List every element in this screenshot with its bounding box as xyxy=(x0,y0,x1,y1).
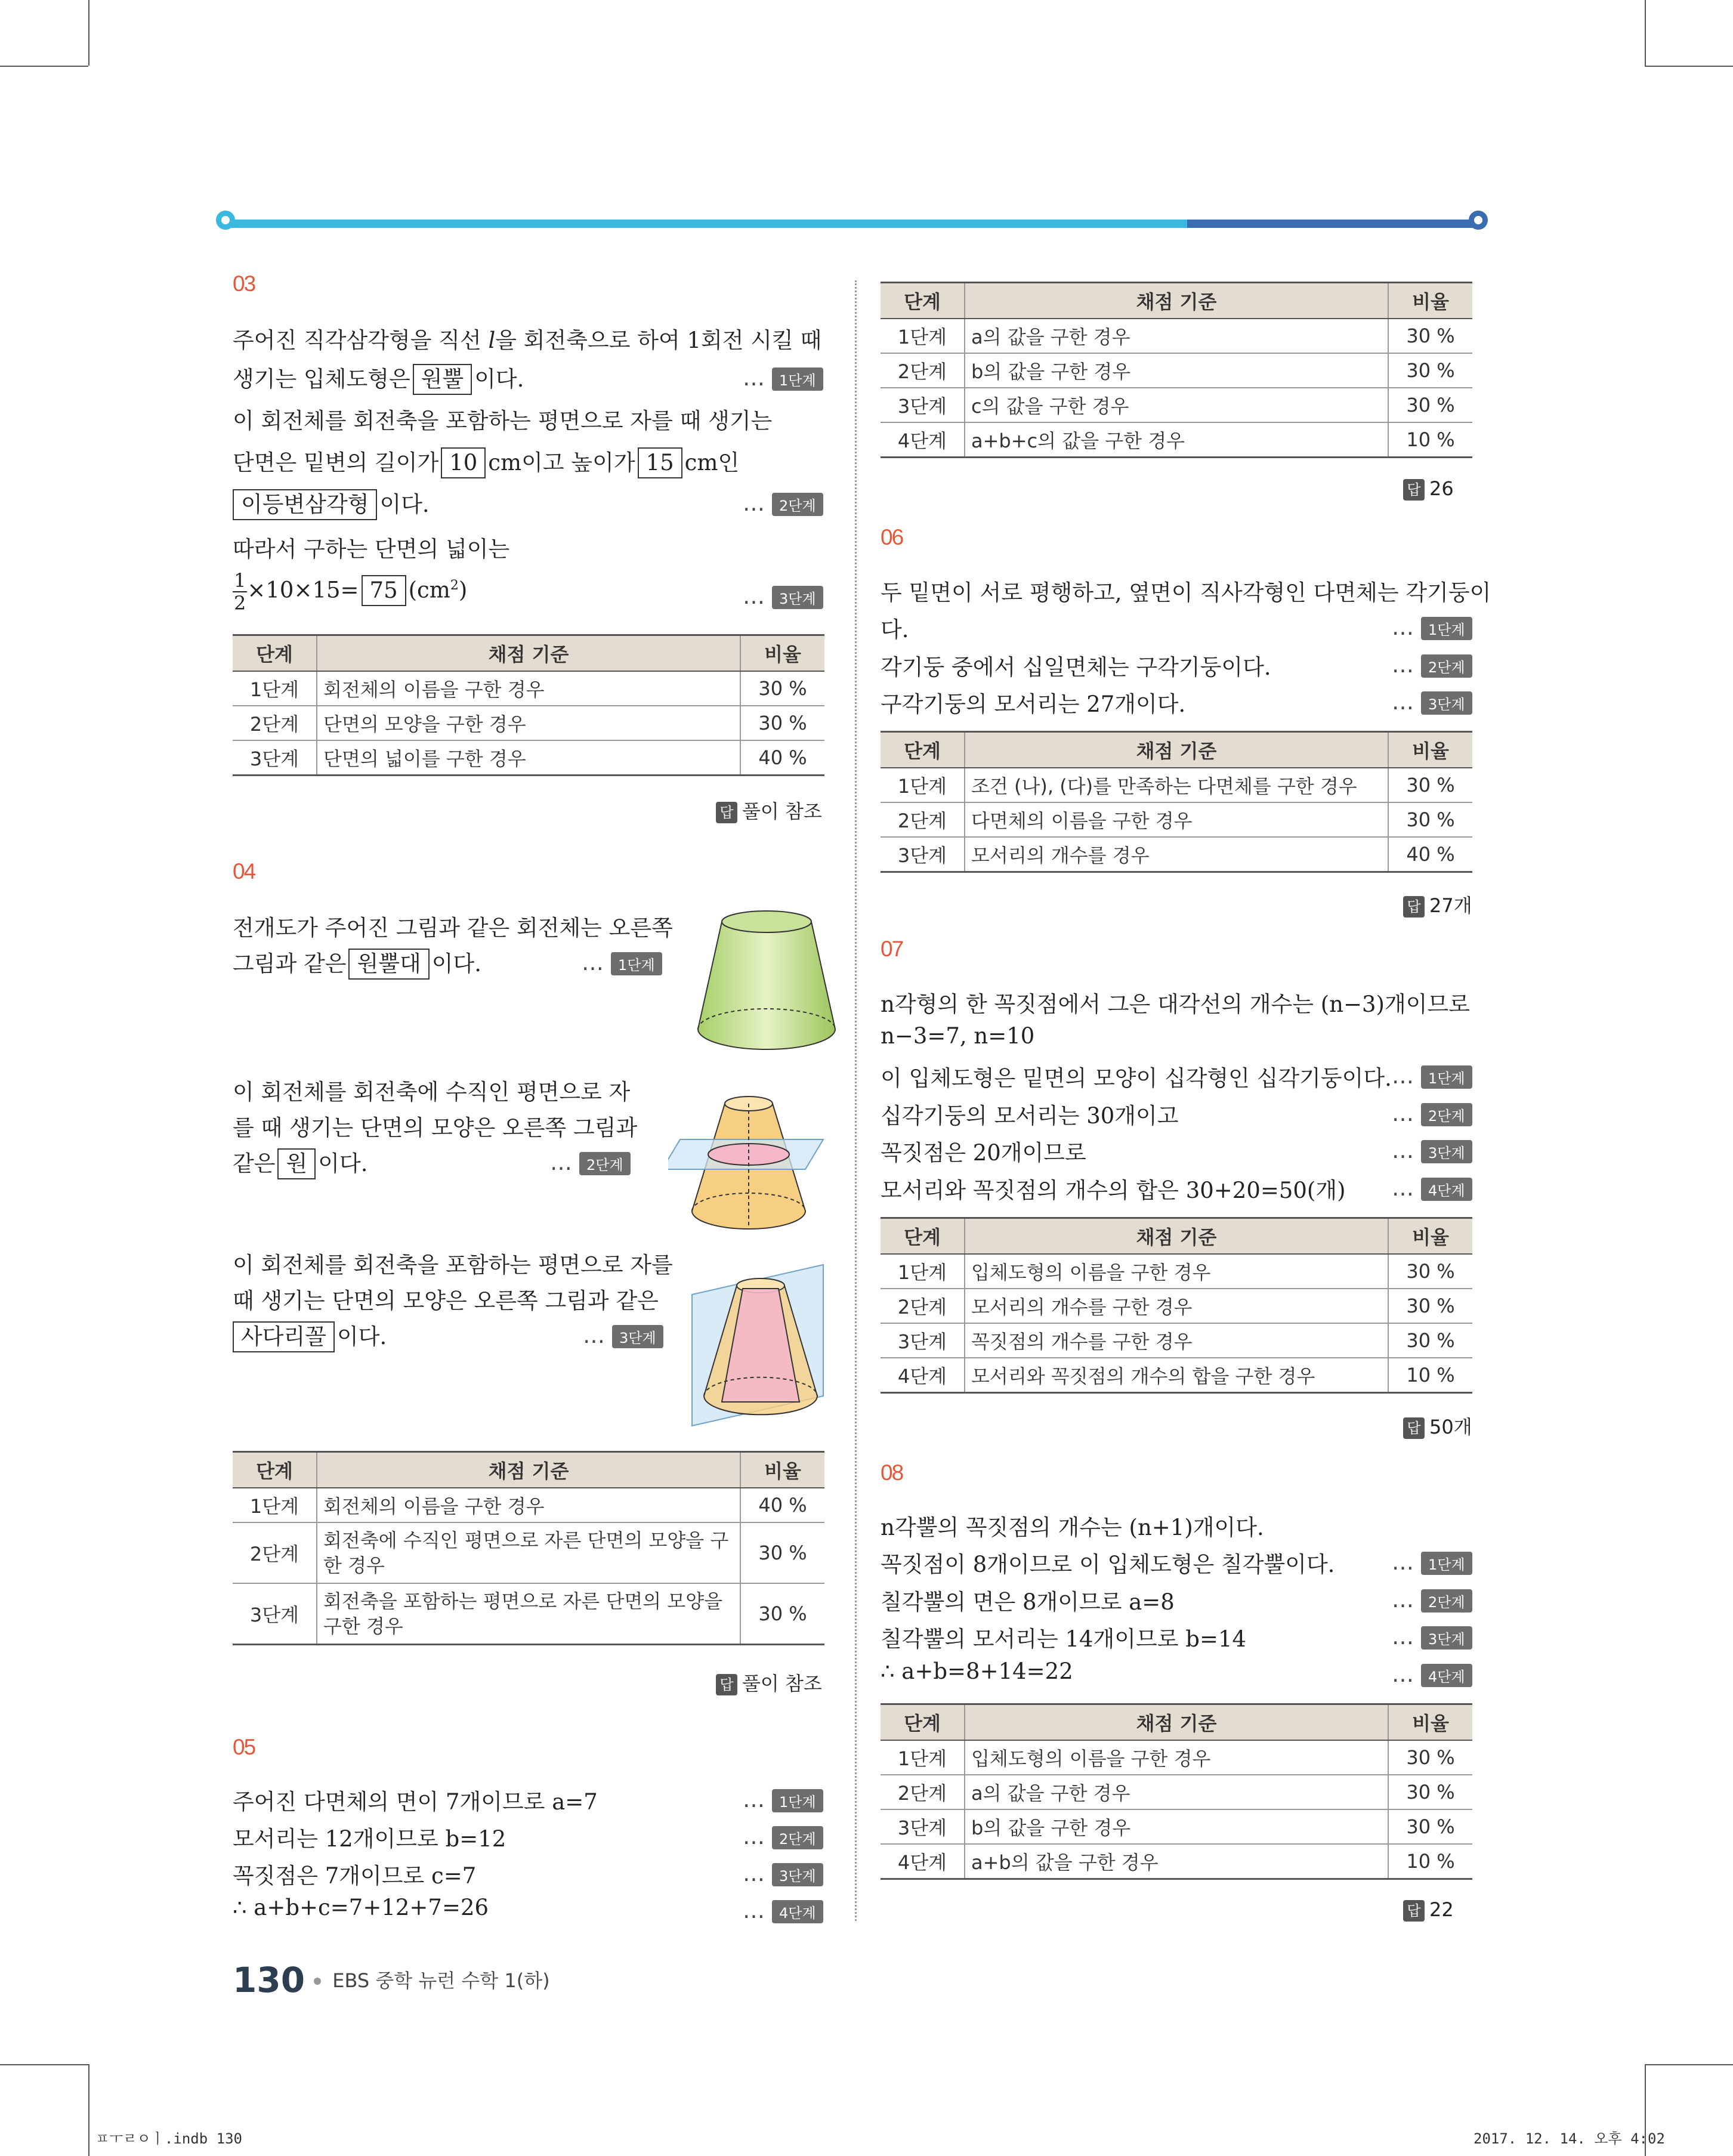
problem-number-08: 08 xyxy=(881,1460,903,1485)
p06-line1: 두 밑면이 서로 평행하고, 옆면이 직사각형인 다면체는 각기둥이 xyxy=(881,580,1491,606)
p07-line1: n각형의 한 꼭짓점에서 그은 대각선의 개수는 (n−3)개이므로 xyxy=(881,991,1470,1017)
table-row: 1단계 입체도형의 이름을 구한 경우 30 % xyxy=(881,1254,1472,1289)
step-marker: … 3단계 xyxy=(583,1323,663,1348)
table-row: 1단계 조건 (나), (다)를 만족하는 다면체를 구한 경우 30 % xyxy=(881,768,1472,802)
p08-line5: ∴ a+b=8+14=22 xyxy=(881,1658,1073,1684)
step-marker: … 2단계 xyxy=(743,490,823,516)
page-footer xyxy=(233,1960,550,2000)
p03-line2: 생기는 입체도형은 원뿔 이다. xyxy=(233,361,524,395)
p04-line3: 이 회전체를 회전축에 수직인 평면으로 자 xyxy=(233,1079,631,1105)
table-row: 2단계 회전축에 수직인 평면으로 자른 단면의 모양을 구한 경우 30 % xyxy=(233,1522,824,1583)
answer-08: 답 22 xyxy=(1403,1898,1454,1922)
crop-mark xyxy=(88,0,89,66)
step-marker: … 3단계 xyxy=(1392,1624,1472,1650)
frustum-figure xyxy=(692,910,841,1059)
problem-number-04: 04 xyxy=(233,859,255,884)
p06-line3: 각기둥 중에서 십일면체는 구각기둥이다. xyxy=(881,654,1271,680)
step-marker: … 4단계 xyxy=(1392,1175,1472,1201)
answer-05: 답 26 xyxy=(1403,477,1454,501)
step-marker: … 4단계 xyxy=(1392,1661,1472,1687)
crop-mark xyxy=(1645,0,1646,66)
crop-mark xyxy=(0,2064,88,2065)
p03-line6: 따라서 구하는 단면의 넓이는 xyxy=(233,536,510,562)
answer-icon: 답 xyxy=(716,802,737,823)
p05-line2: 모서리는 12개이므로 b=12 xyxy=(233,1826,506,1852)
table-row: 3단계 회전축을 포함하는 평면으로 자른 단면의 모양을 구한 경우 30 % xyxy=(233,1583,824,1645)
scoring-table-03: 단계 채점 기준 비율 1단계 회전체의 이름을 구한 경우 30 % 2단계 단면의 모양을 구한 경우 30 % 3단계 단면의 넓이를 구한 경우 40 % xyxy=(233,634,824,776)
print-slug-right: 2017. 12. 14. 오후 4:02 xyxy=(1473,2130,1665,2147)
table-row: 4단계 a+b+c의 값을 구한 경우 10 % xyxy=(881,422,1472,458)
step-marker: … 4단계 xyxy=(743,1898,823,1923)
print-slug-left: ㅍㅜㄹㅇㅣ.indb 130 xyxy=(95,2130,242,2147)
table-row: 1단계 a의 값을 구한 경우 30 % xyxy=(881,319,1472,353)
p05-line1: 주어진 다면체의 면이 7개이므로 a=7 xyxy=(233,1789,598,1815)
answer-icon: 답 xyxy=(1403,479,1425,501)
step-marker: … 3단계 xyxy=(1392,1138,1472,1163)
book-title: EBS 중학 뉴런 수학 1(하) xyxy=(332,1969,550,1992)
answer-07: 답 50개 xyxy=(1403,1412,1472,1440)
p04-line8: 사다리꼴 이다. xyxy=(233,1318,387,1352)
table-row: 2단계 다면체의 이름을 구한 경우 30 % xyxy=(881,802,1472,837)
table-row: 1단계 회전체의 이름을 구한 경우 40 % xyxy=(233,1488,824,1522)
p05-line3: 꼭짓점은 7개이므로 c=7 xyxy=(233,1863,477,1889)
p04-line1: 전개도가 주어진 그림과 같은 회전체는 오른쪽 xyxy=(233,915,673,941)
p07-line3: 이 입체도형은 밑면의 모양이 십각형인 십각기둥이다. xyxy=(881,1065,1392,1091)
answer-icon: 답 xyxy=(1403,1417,1425,1439)
answer-icon: 답 xyxy=(1403,1900,1425,1922)
p04-line5: 같은 원 이다. xyxy=(233,1145,367,1179)
table-row: 3단계 c의 값을 구한 경우 30 % xyxy=(881,388,1472,422)
answer-03: 답 풀이 참조 xyxy=(716,796,822,824)
scoring-table-06: 단계 채점 기준 비율 1단계 조건 (나), (다)를 만족하는 다면체를 구한 경우 30 % 2단계 다면체의 이름을 구한 경우 30 % 3단계 모서리의 개수를 경우 40 % xyxy=(881,731,1472,873)
p03-line3: 이 회전체를 회전축을 포함하는 평면으로 자를 때 생기는 xyxy=(233,408,773,434)
p07-line6: 모서리와 꼭짓점의 개수의 합은 30+20=50(개) xyxy=(881,1178,1346,1203)
header-bar xyxy=(221,220,1479,228)
p03-line4: 단면은 밑변의 길이가 10 cm이고 높이가 15 cm인 xyxy=(233,444,739,478)
answer-box: 원뿔 xyxy=(413,364,472,395)
step-marker: … 1단계 xyxy=(1392,1063,1472,1089)
p06-line4: 구각기둥의 모서리는 27개이다. xyxy=(881,691,1186,717)
p08-line4: 칠각뿔의 모서리는 14개이므로 b=14 xyxy=(881,1626,1247,1652)
page-number: 130 xyxy=(233,1960,305,2000)
table-row: 1단계 회전체의 이름을 구한 경우 30 % xyxy=(233,671,824,706)
table-row: 3단계 b의 값을 구한 경우 30 % xyxy=(881,1809,1472,1844)
scoring-table-04: 단계 채점 기준 비율 1단계 회전체의 이름을 구한 경우 40 % 2단계 회전축에 수직인 평면으로 자른 단면의 모양을 구한 경우 30 % 3단계 회전축을 포함하는 평면으로 자른 단면의 모양을 구한 경우 30 % xyxy=(233,1451,824,1645)
p08-line3: 칠각뿔의 면은 8개이므로 a=8 xyxy=(881,1589,1175,1615)
step-marker: … 1단계 xyxy=(1392,614,1472,640)
step-marker: … 3단계 xyxy=(743,583,823,609)
table-row: 2단계 b의 값을 구한 경우 30 % xyxy=(881,353,1472,388)
scoring-table-05: 단계 채점 기준 비율 1단계 a의 값을 구한 경우 30 % 2단계 b의 값을 구한 경우 30 % 3단계 c의 값을 구한 경우 30 % 4단계 a+b+c의 값을 구한 경우 10 % xyxy=(881,282,1472,458)
step-marker: … 2단계 xyxy=(1392,652,1472,678)
problem-number-05: 05 xyxy=(233,1735,255,1759)
table-row: 3단계 모서리의 개수를 경우 40 % xyxy=(881,837,1472,872)
p03-line5: 이등변삼각형 이다. xyxy=(233,486,430,520)
p03-line1: 주어진 직각삼각형을 직선 l을 회전축으로 하여 1회전 시킬 때 xyxy=(233,328,822,353)
answer-icon: 답 xyxy=(1403,896,1425,918)
crop-mark xyxy=(1645,66,1733,67)
crop-mark xyxy=(88,2064,89,2156)
p06-line2: 다. xyxy=(881,617,909,643)
problem-number-06: 06 xyxy=(881,525,903,549)
p04-line6: 이 회전체를 회전축을 포함하는 평면으로 자를 xyxy=(233,1252,673,1278)
step-marker: … 1단계 xyxy=(1392,1549,1472,1575)
p05-line4: ∴ a+b+c=7+12+7=26 xyxy=(233,1895,489,1920)
crop-mark xyxy=(0,66,88,67)
table-row: 3단계 단면의 넓이를 구한 경우 40 % xyxy=(233,740,824,776)
problem-number-07: 07 xyxy=(881,937,903,961)
vertical-cut-figure xyxy=(686,1259,835,1438)
step-marker: … 2단계 xyxy=(550,1150,631,1175)
p08-line2: 꼭짓점이 8개이므로 이 입체도형은 칠각뿔이다. xyxy=(881,1552,1335,1577)
table-row: 1단계 입체도형의 이름을 구한 경우 30 % xyxy=(881,1740,1472,1775)
table-row: 4단계 a+b의 값을 구한 경우 10 % xyxy=(881,1844,1472,1879)
crop-mark xyxy=(1645,2064,1733,2065)
bar-dot-left xyxy=(216,211,235,230)
table-row: 4단계 모서리와 꼭짓점의 개수의 합을 구한 경우 10 % xyxy=(881,1358,1472,1393)
horizontal-cut-figure xyxy=(668,1092,829,1241)
step-marker: … 2단계 xyxy=(743,1824,823,1849)
step-marker: … 2단계 xyxy=(1392,1101,1472,1126)
step-marker: … 1단계 xyxy=(743,1787,823,1812)
p04-line2: 그림과 같은 원뿔대 이다. xyxy=(233,946,481,980)
column-divider xyxy=(855,280,857,1921)
answer-04: 답 풀이 참조 xyxy=(716,1669,822,1696)
p04-line7: 때 생기는 단면의 모양은 오른쪽 그림과 같은 xyxy=(233,1288,659,1314)
step-marker: … 2단계 xyxy=(1392,1587,1472,1613)
bar-dot-right xyxy=(1469,211,1488,230)
p04-line4: 를 때 생기는 단면의 모양은 오른쪽 그림과 xyxy=(233,1115,638,1141)
answer-icon: 답 xyxy=(716,1674,737,1695)
step-marker: … 3단계 xyxy=(743,1861,823,1886)
step-marker: … 1단계 xyxy=(582,950,662,975)
p07-line2: n−3=7, n=10 xyxy=(881,1023,1035,1049)
p03-line7: $\frac{1}{2}$ ×10×15= 75 $(cm^2)$ xyxy=(234,569,468,614)
bullet-icon xyxy=(314,1978,321,1985)
problem-number-03: 03 xyxy=(233,271,255,296)
table-row: 2단계 단면의 모양을 구한 경우 30 % xyxy=(233,706,824,740)
table-row: 3단계 꼭짓점의 개수를 구한 경우 30 % xyxy=(881,1323,1472,1358)
scoring-table-08: 단계 채점 기준 비율 1단계 입체도형의 이름을 구한 경우 30 % 2단계 a의 값을 구한 경우 30 % 3단계 b의 값을 구한 경우 30 % 4단계 a+b의 값을 구한 경우 10 % xyxy=(881,1703,1472,1880)
table-row: 2단계 a의 값을 구한 경우 30 % xyxy=(881,1775,1472,1809)
answer-06: 답 27개 xyxy=(1403,891,1472,918)
table-row: 2단계 모서리의 개수를 구한 경우 30 % xyxy=(881,1289,1472,1323)
scoring-table-07: 단계 채점 기준 비율 1단계 입체도형의 이름을 구한 경우 30 % 2단계 모서리의 개수를 구한 경우 30 % 3단계 꼭짓점의 개수를 구한 경우 30 % 4단계 모서리와 꼭짓점의 개수의 합을 구한 경우 10 % xyxy=(881,1217,1472,1394)
step-marker: … 1단계 xyxy=(743,365,823,391)
p07-line5: 꼭짓점은 20개이므로 xyxy=(881,1140,1086,1166)
p08-line1: n각뿔의 꼭짓점의 개수는 (n+1)개이다. xyxy=(881,1515,1264,1540)
step-marker: … 3단계 xyxy=(1392,689,1472,715)
p07-line4: 십각기둥의 모서리는 30개이고 xyxy=(881,1103,1179,1129)
